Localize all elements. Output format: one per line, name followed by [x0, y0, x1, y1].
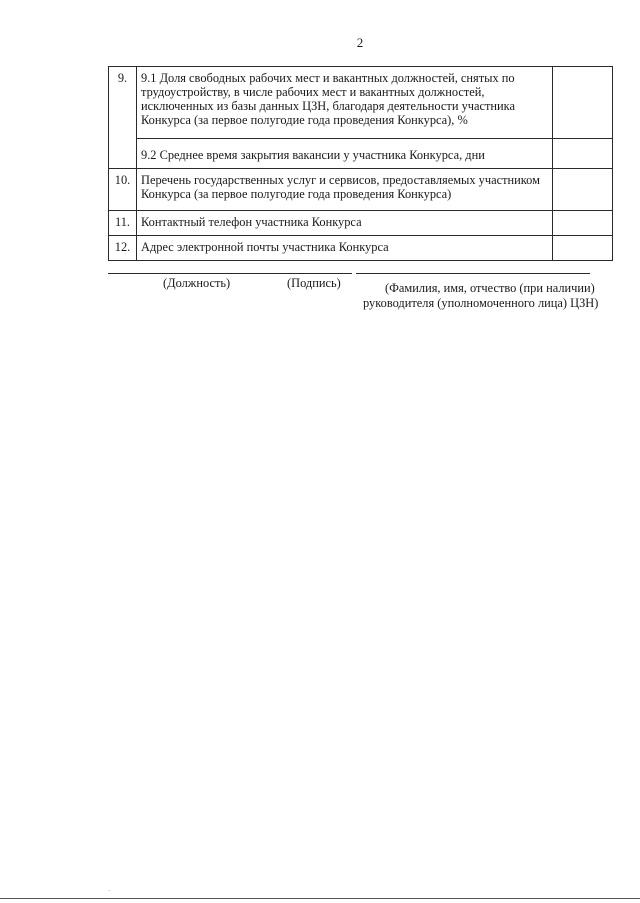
- page-bottom-divider: [0, 898, 640, 899]
- footer-mark: ·: [108, 887, 111, 895]
- row-text: 9.1 Доля свободных рабочих мест и вакантных должностей, снятых по трудоустройству, в числе рабочих мест и вакантных должностей, исключенных из базы данных ЦЗН, благодаря деятельности участника Конкурса (за первое полугодие года проведения Конкурса), %: [137, 67, 553, 139]
- table-row: [109, 236, 613, 261]
- value-cell[interactable]: [553, 139, 613, 169]
- page-number: 2: [356, 35, 364, 50]
- position-label: (Должность): [163, 276, 231, 290]
- table-row: [109, 67, 613, 139]
- table-row: [109, 211, 613, 236]
- row-text: Перечень государственных услуг и сервисов, предоставляемых участником Конкурса (за первое полугодие года проведения Конкурса): [137, 169, 553, 211]
- signature-line[interactable]: [254, 273, 352, 274]
- value-cell[interactable]: [553, 169, 613, 211]
- table-row: [109, 139, 613, 169]
- name-label-line1: (Фамилия, имя, отчество (при наличии): [385, 281, 595, 295]
- position-line[interactable]: [108, 273, 254, 274]
- name-line[interactable]: [356, 273, 590, 274]
- value-cell[interactable]: [553, 67, 613, 139]
- row-text: 9.2 Среднее время закрытия вакансии у участника Конкурса, дни: [137, 139, 553, 169]
- name-label-line2: руководителя (уполномоченного лица) ЦЗН): [363, 296, 599, 310]
- row-number: 10.: [109, 169, 137, 211]
- table-row: [109, 169, 613, 211]
- row-number: 9.: [109, 67, 137, 169]
- signature-label: (Подпись): [287, 276, 341, 290]
- row-text: Контактный телефон участника Конкурса: [137, 211, 553, 236]
- row-number: 11.: [109, 211, 137, 236]
- value-cell[interactable]: [553, 236, 613, 261]
- value-cell[interactable]: [553, 211, 613, 236]
- indicator-table: [108, 66, 613, 261]
- row-text: Адрес электронной почты участника Конкурса: [137, 236, 553, 261]
- row-number: 12.: [109, 236, 137, 261]
